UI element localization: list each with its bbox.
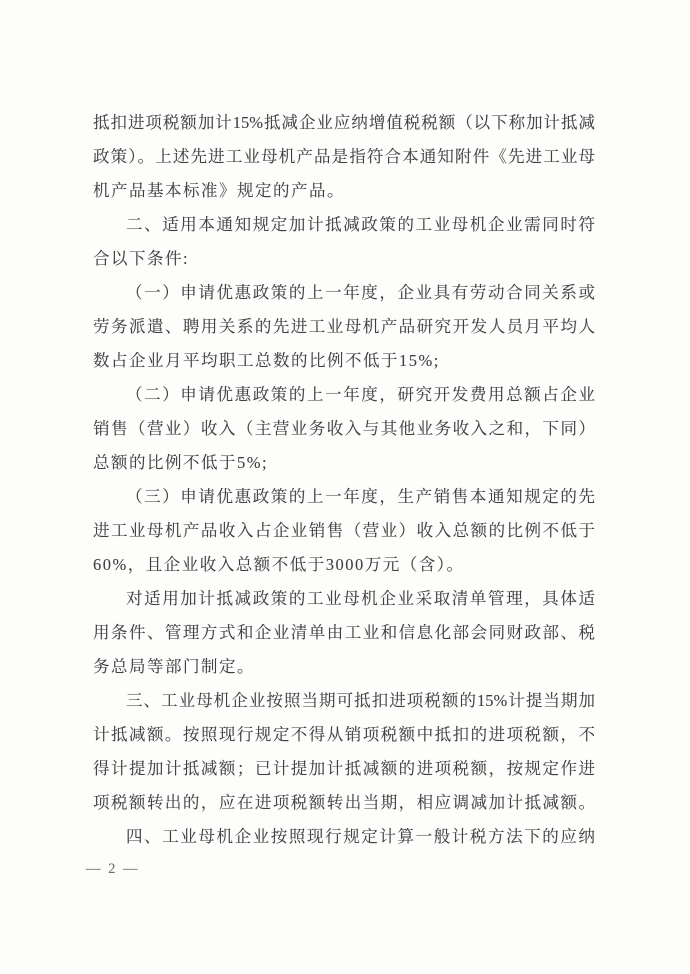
text-line: 三、工业母机企业按照当期可抵扣进项税额的15%计提当期加 [126, 691, 595, 710]
text-line: 计抵减额。按照现行规定不得从销项税额中抵扣的进项税额，不 [93, 725, 595, 744]
page-number: — 2 — [86, 861, 140, 877]
text-line: 四、工业母机企业按照现行规定计算一般计税方法下的应纳 [126, 827, 595, 846]
paragraph [93, 480, 595, 582]
paragraph [93, 582, 595, 684]
text-line: 用条件、管理方式和企业清单由工业和信息化部会同财政部、税 [93, 623, 595, 642]
text-line: （三）申请优惠政策的上一年度，生产销售本通知规定的先 [126, 487, 595, 506]
paragraph [93, 106, 595, 208]
paragraph [93, 820, 595, 854]
paragraph [93, 684, 595, 820]
text-line: 合以下条件: [93, 249, 190, 268]
text-line: （二）申请优惠政策的上一年度，研究开发费用总额占企业 [126, 385, 595, 404]
text-line: 60%，且企业收入总额不低于3000万元（含）。 [93, 555, 465, 574]
text-line: 数占企业月平均职工总数的比例不低于15%; [93, 351, 440, 370]
text-line: 得计提加计抵减额；已计提加计抵减额的进项税额，按规定作进 [93, 759, 595, 778]
text-line: 总额的比例不低于5%; [93, 453, 269, 472]
text-line: 抵扣进项税额加计15%抵减企业应纳增值税税额（以下称加计抵减 [93, 113, 595, 132]
text-line: 对适用加计抵减政策的工业母机企业采取清单管理，具体适 [126, 589, 595, 608]
document-body [93, 106, 595, 854]
text-line: 务总局等部门制定。 [93, 657, 255, 676]
text-line: 项税额转出的，应在进项税额转出当期，相应调减加计抵减额。 [93, 793, 595, 812]
text-line: 机产品基本标准》规定的产品。 [93, 181, 345, 200]
text-line: （一）申请优惠政策的上一年度，企业具有劳动合同关系或 [126, 283, 595, 302]
text-line: 销售（营业）收入（主营业务收入与其他业务收入之和，下同） [93, 419, 595, 438]
text-line: 二、适用本通知规定加计抵减政策的工业母机企业需同时符 [126, 215, 595, 234]
text-line: 劳务派遣、聘用关系的先进工业母机产品研究开发人员月平均人 [93, 317, 595, 336]
paragraph [93, 276, 595, 378]
paragraph [93, 208, 595, 276]
text-line: 进工业母机产品收入占企业销售（营业）收入总额的比例不低于 [93, 521, 595, 540]
paragraph [93, 378, 595, 480]
text-line: 政策）。上述先进工业母机产品是指符合本通知附件《先进工业母 [93, 147, 595, 166]
